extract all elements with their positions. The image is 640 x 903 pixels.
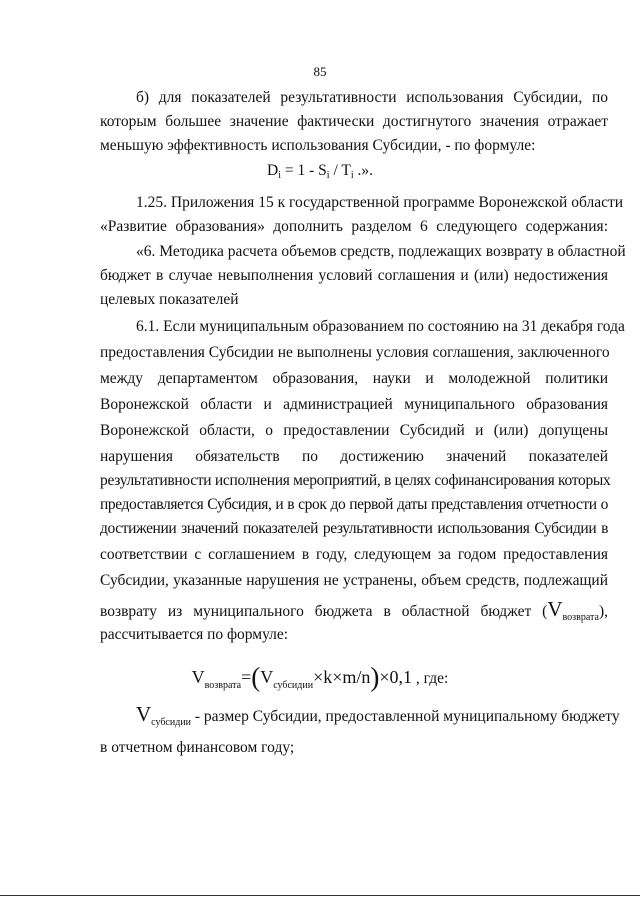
paragraph-line: нарушения обязательств по достижению значений показателей (100, 448, 608, 465)
formula-t-subscript: i (350, 170, 354, 181)
formula2-tail: ×0,1 (379, 667, 413, 687)
formula-d-end: .». (353, 162, 373, 179)
paragraph-line: б) для показателей результативности использования Субсидии, по (136, 89, 608, 106)
paragraph-line: соответствии с соглашением в году, следующем за годом предоставления (100, 546, 608, 563)
formula2-v2: V (260, 667, 274, 687)
formula-d-middle: = 1 - S (281, 162, 327, 179)
paragraph-line: Воронежской области и администрацией муниципального образования (100, 396, 608, 413)
formula2-v2-subscript: субсидии (273, 680, 314, 691)
formula-d (0, 160, 640, 187)
formula2-where: , где: (412, 670, 449, 687)
paragraph-line: в отчетном финансовом году; (100, 739, 295, 756)
formula-return-volume (0, 663, 640, 700)
bottom-divider (0, 895, 640, 896)
paragraph-line: «Развитие образования» дополнить разделом 6 следующего содержания: (100, 218, 608, 235)
paragraph-line: предоставляется Субсидия, и в срок до первой даты представления отчетности о (100, 496, 608, 513)
paragraph-line: 6.1. Если муниципальным образованием по состоянию на 31 декабря года (136, 318, 625, 335)
paragraph-line: меньшую эффективность использования Субсидии, - по формуле: (100, 137, 536, 154)
page-number: 85 (313, 64, 327, 79)
formula-s-subscript: i (326, 170, 330, 181)
definition-line (136, 702, 620, 734)
paragraph-line: между департаментом образования, науки и молодежной политики (100, 370, 608, 387)
formula2-v-subscript: возврата (204, 680, 242, 691)
paragraph-line: достижении значений показателей результативности использования Субсидии в (100, 520, 608, 537)
formula2-rparen: ) (370, 662, 380, 692)
formula-d-subscript: i (278, 170, 281, 181)
v-symbol: V (547, 597, 563, 621)
definition-text: - размер Субсидии, предоставленной муниципальному бюджету (191, 708, 620, 725)
section-heading-line: «6. Методика расчета объемов средств, подлежащих возврату в областной (136, 243, 626, 260)
paragraph-line: предоставления Субсидии не выполнены условия соглашения, заключенного (100, 344, 610, 361)
paragraph-line: результативности исполнения мероприятий, в целях софинансирования которых (100, 472, 611, 489)
formula2-lparen: ( (251, 662, 261, 692)
v-subscript: возврата (562, 612, 599, 623)
paragraph-line: которым большее значение фактически достигнутого значения отражает (100, 113, 608, 130)
section-heading-line: целевых показателей (100, 291, 239, 308)
v-symbol: V (136, 702, 152, 726)
formula-d-slash: / T (329, 162, 351, 179)
paragraph-line: Воронежской области, о предоставлении Субсидий и (или) допущены (100, 422, 608, 439)
formula2-v: V (191, 667, 205, 687)
paragraph-line: Субсидии, указанные нарушения не устранены, объем средств, подлежащий (100, 572, 608, 589)
formula2-eq: = (241, 667, 252, 687)
section-heading-line: бюджет в случае невыполнения условий соглашения и (или) недостижения (100, 267, 608, 284)
formula2-mult: ×k×m/n (313, 667, 371, 687)
line-end: ), (598, 603, 608, 620)
paragraph-line: 1.25. Приложения 15 к государственной программе Воронежской области (136, 194, 624, 211)
paragraph-line: рассчитывается по формуле: (100, 626, 289, 643)
line-text: возврату из муниципального бюджета в областной бюджет ( (100, 603, 548, 620)
formula-d-symbol: D (267, 162, 279, 179)
v-subscript: субсидии (151, 717, 192, 728)
